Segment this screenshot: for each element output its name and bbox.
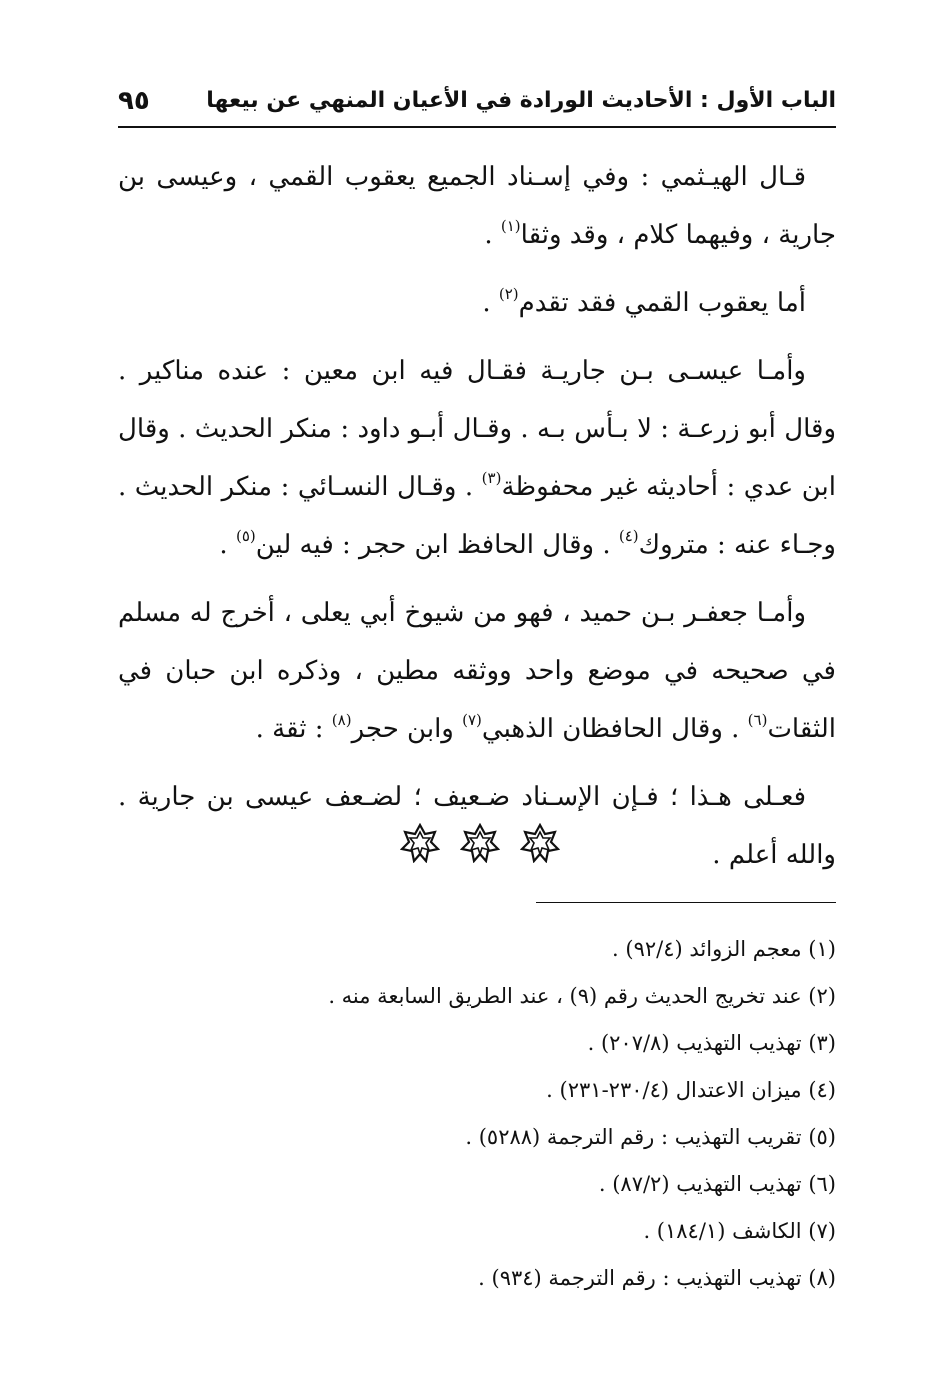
footnote-7: (٧) الكاشف (١٨٤/١) . — [643, 1219, 836, 1243]
footnote-6: (٦) تهذيب التهذيب (٨٧/٢) . — [598, 1172, 836, 1196]
paragraph-text: . وقـال النسـائي : منكر الحديث . وجـاء عنه : متروك — [118, 472, 836, 560]
footnote-2: (٢) عند تخريج الحديث رقم (٩) ، عند الطريق السابعة منه . — [328, 984, 836, 1008]
paragraph-text: . — [482, 288, 499, 318]
footnote-ref-8: (٨) — [331, 711, 352, 729]
paragraph-3 — [118, 342, 836, 574]
footnote-ref-2: (٢) — [498, 285, 519, 303]
paragraph-text: وأمـا جعفـر بـن حميد ، فهو من شيوخ أبي يعلى ، أخرج له مسلم في صحيحه في موضع واحد ووثقه مطين ، وذكره ابن حبان في الثقات — [118, 598, 836, 744]
footnote-8: (٨) تهذيب التهذيب : رقم الترجمة (٩٣٤) . — [478, 1266, 836, 1290]
paragraph-text: . — [219, 530, 236, 560]
paragraph-text: وابن حجر — [351, 714, 463, 744]
paragraph-text: . — [484, 220, 501, 250]
paragraph-text: : ثقة . — [255, 714, 332, 744]
footnote-separator — [536, 902, 836, 903]
paragraph-4 — [118, 584, 836, 758]
footnote-ref-7: (٧) — [462, 711, 482, 729]
paragraph-text: . وقال الحافظ ابن حجر : فيه لين — [255, 530, 619, 560]
star-ornament-icon — [460, 823, 500, 863]
footnotes — [118, 926, 836, 1302]
star-ornament-icon — [520, 823, 560, 863]
paragraph-1 — [118, 148, 836, 264]
footnote-ref-5: (٥) — [235, 527, 256, 545]
paragraph-text: . وقال الحافظان الذهبي — [481, 714, 748, 744]
footnote-4: (٤) ميزان الاعتدال (٢٣٠/٤-٢٣١) . — [546, 1078, 836, 1102]
section-ornaments — [400, 818, 560, 868]
main-text — [118, 148, 836, 894]
paragraph-text: قـال الهيـثمي : وفي إسـناد الجميع يعقوب القمي ، وعيسى بن جارية ، وفيهما كلام ، وقد وثقا — [118, 162, 836, 250]
running-header — [118, 82, 836, 128]
chapter-title: الباب الأول : الأحاديث الورادة في الأعيان المنهي عن بيعها — [206, 88, 836, 113]
footnote-5: (٥) تقريب التهذيب : رقم الترجمة (٥٢٨٨) . — [465, 1125, 836, 1149]
footnote-ref-6: (٦) — [747, 711, 768, 729]
paragraph-text: أما يعقوب القمي فقد تقدم — [518, 288, 806, 318]
footnote-ref-4: (٤) — [618, 527, 639, 545]
page-number: ٩٥ — [118, 86, 150, 116]
paragraph-2 — [118, 274, 836, 332]
star-ornament-icon — [400, 823, 440, 863]
footnote-3: (٣) تهذيب التهذيب (٢٠٧/٨) . — [587, 1031, 836, 1055]
footnote-ref-1: (١) — [500, 217, 521, 235]
footnote-1: (١) معجم الزوائد (٩٢/٤) . — [612, 937, 836, 961]
paragraph-text: وأمـا عيسـى بـن جاريـة فقـال فيه ابن معين : عنده مناكير . وقال أبو زرعـة : لا بـأس بـه . وقـال أبـو داود : منكر الحديث . وقال ابن عدي : أحاديثه غير محفوظة — [118, 356, 836, 502]
paragraph-text: فعـلى هـذا ؛ فـإن الإسـناد ضـعيف ؛ لضـعف عيسى بن جارية . والله أعلم . — [118, 782, 836, 870]
footnote-ref-3: (٣) — [481, 469, 502, 487]
